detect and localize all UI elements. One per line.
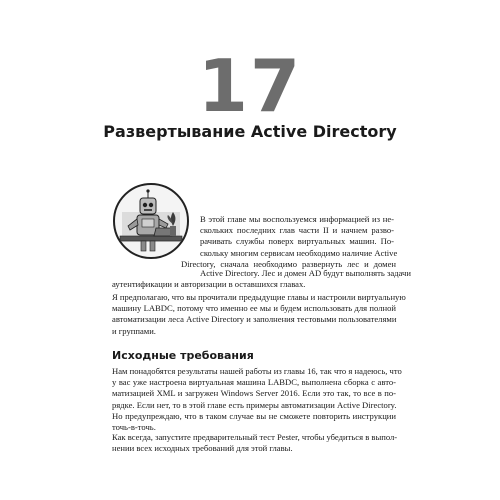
text-line: автоматизации леса Active Directory и заполнения тестовыми пользователями bbox=[112, 314, 397, 325]
paragraph-prerequisites bbox=[112, 366, 402, 433]
text-line: нении всех исходных требований для этой главы. bbox=[112, 443, 293, 454]
section-heading: Исходные требования bbox=[112, 349, 254, 362]
text-line: аутентификации и авторизации в оставшихся главах. bbox=[112, 279, 306, 290]
text-line: Нам понадобятся результаты нашей работы из главы 16, так что я надеюсь, что bbox=[112, 366, 402, 376]
text-line: у вас уже настроена виртуальная машина LABDC, выполнена сборка с авто- bbox=[112, 377, 396, 388]
paragraph-assumption bbox=[112, 292, 406, 337]
chapter-title: Развертывание Active Directory bbox=[103, 122, 397, 141]
text-line: Но предупреждаю, что в таком случае вы не сможете повторить инструкции bbox=[112, 410, 396, 421]
text-line: В этой главе мы воспользуемся информацией из не- bbox=[200, 214, 394, 224]
text-line: Active Directory. Лес и домен AD будут выполнять задачи bbox=[200, 268, 411, 278]
text-line: скольку многим сервисам необходимо наличие Active bbox=[200, 247, 398, 258]
text-line: Я предполагаю, что вы прочитали предыдущие главы и настроили виртуальную bbox=[112, 292, 406, 302]
text-line: рачивать службы поверх виртуальных машин. По- bbox=[200, 236, 394, 247]
paragraph-pester-test bbox=[112, 432, 396, 454]
chapter-number: 17 bbox=[197, 44, 303, 128]
robot-illustration bbox=[112, 182, 190, 260]
intro-paragraph-continued bbox=[112, 268, 411, 290]
text-line: Directory, сначала необходимо развернуть лес и домен bbox=[181, 258, 396, 269]
text-line: и группами. bbox=[112, 325, 156, 336]
text-line: Как всегда, запустите предварительный тест Pester, чтобы убедиться в выпол- bbox=[112, 432, 398, 442]
intro-paragraph bbox=[200, 214, 398, 259]
text-line: машину LABDC, потому что именно ее мы и будем использовать для полной bbox=[112, 303, 396, 314]
text-line: точь-в-точь. bbox=[112, 422, 156, 433]
text-line: скольких последних глав части II и начнем разво- bbox=[200, 225, 394, 236]
text-line: рядке. Если нет, то в этой главе есть примеры автоматизации Active Directory. bbox=[112, 399, 397, 410]
text-line: матизацией XML и загружен Windows Server 2016. Если это так, то все в по- bbox=[112, 388, 396, 399]
